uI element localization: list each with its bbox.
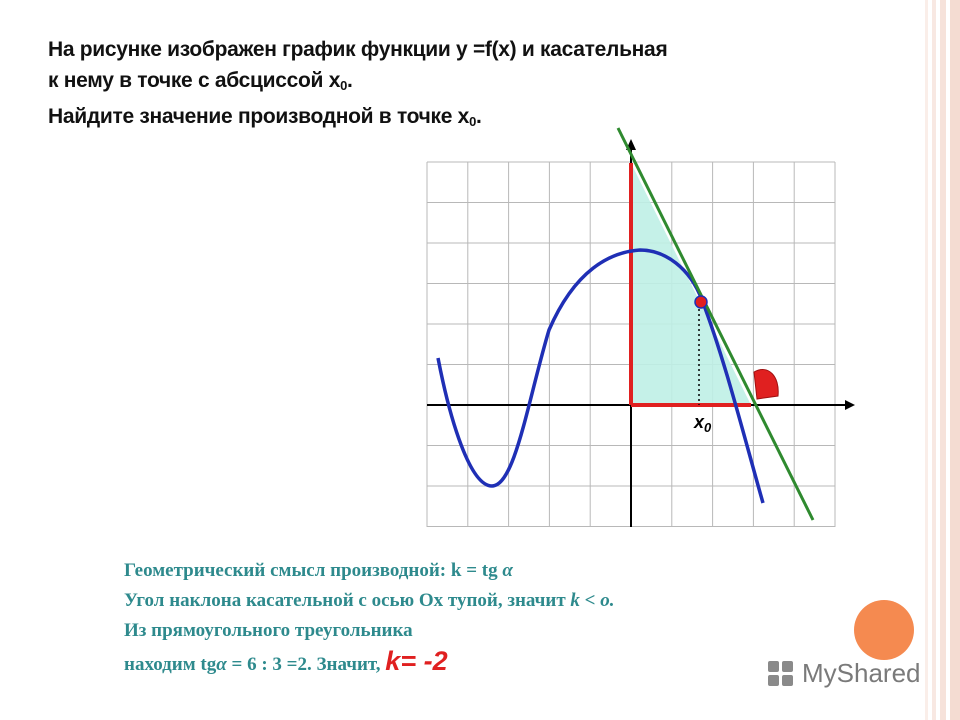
explanation-line-3: Из прямоугольного треугольника bbox=[124, 620, 413, 641]
explanation-line-1: Геометрический смысл производной: k = tg α bbox=[124, 560, 513, 581]
explanation-text bbox=[124, 556, 615, 680]
tangent-point bbox=[695, 296, 707, 308]
result-k: k= -2 bbox=[385, 646, 448, 676]
decorative-circle bbox=[854, 600, 914, 660]
myshared-logo-icon bbox=[768, 661, 794, 687]
explanation-line-2: Угол наклона касательной с осью Ox тупой, значит k < o. bbox=[124, 590, 615, 611]
x-axis-arrow bbox=[845, 400, 855, 410]
angle-arc bbox=[754, 369, 778, 399]
title-line-1: На рисунке изображен график функции y =f(x) и касательная bbox=[48, 38, 668, 61]
explanation-line-4: находим tgα = 6 : 3 =2. Значит, k= -2 bbox=[124, 646, 448, 676]
title-line-3: Найдите значение производной в точке $x_0$. bbox=[48, 105, 482, 129]
myshared-logo[interactable] bbox=[768, 658, 921, 689]
x0-label: $x_0$ bbox=[694, 412, 712, 435]
logo-text: MyShared bbox=[802, 658, 921, 688]
title-line-2: к нему в точке с абсциссой $x_0$. bbox=[48, 69, 353, 93]
